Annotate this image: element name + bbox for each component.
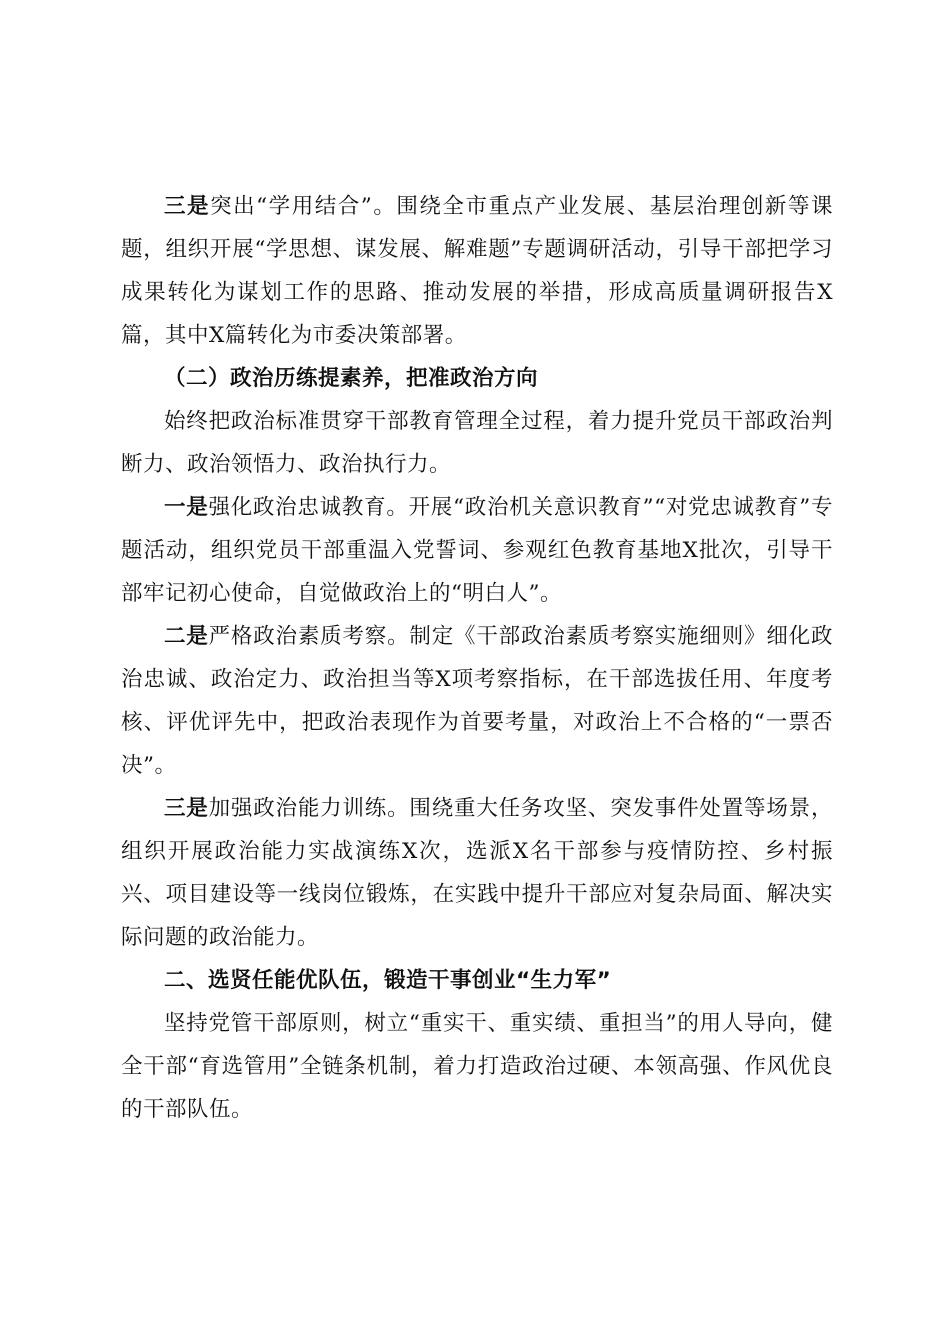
paragraph-lead: 一是 [164,495,209,520]
paragraph-lead: 二是 [164,624,209,649]
paragraph-ability-training [121,787,833,959]
paragraph-quality-inspection [121,615,833,787]
paragraph-political-intro [121,400,833,486]
paragraph-lead: 三是 [164,194,211,219]
paragraph-text: 坚持党管干部原则，树立“重实干、重实绩、重担当”的用人导向，健全干部“育选管用”全链条机制，着力打造政治过硬、本领高强、作风优良的干部队伍。 [121,1011,833,1122]
paragraph-study-application [121,185,833,357]
section-heading-political-training: （二）政治历练提素养，把准政治方向 [164,366,539,391]
paragraph-loyalty-education [121,486,833,615]
paragraph-cadre-principle [121,1002,833,1131]
document-page [121,185,833,1131]
paragraph-text: 始终把政治标准贯穿干部教育管理全过程，着力提升党员干部政治判断力、政治领悟力、政治执行力。 [121,409,833,477]
paragraph-text: 加强政治能力训练。围绕重大任务攻坚、突发事件处置等场景，组织开展政治能力实战演练X次，选派X名干部参与疫情防控、乡村振兴、项目建设等一线岗位锻炼，在实践中提升干部应对复杂局面、解决实际问题的政治能力。 [121,796,833,950]
section-heading-talent-selection: 二、选贤任能优队伍，锻造干事创业“生力军” [164,968,612,993]
paragraph-text: 严格政治素质考察。制定《干部政治素质考察实施细则》细化政治忠诚、政治定力、政治担当等X项考察指标，在干部选拔任用、年度考核、评优评先中，把政治表现作为首要考量，对政治上不合格的“一票否决”。 [121,624,833,778]
paragraph-lead: 三是 [164,796,209,821]
paragraph-text: 强化政治忠诚教育。开展“政治机关意识教育”“对党忠诚教育”专题活动，组织党员干部重温入党誓词、参观红色教育基地X批次，引导干部牢记初心使命，自觉做政治上的“明白人”。 [121,495,833,606]
paragraph-text: 突出“学用结合”。围绕全市重点产业发展、基层治理创新等课题，组织开展“学思想、谋发展、解难题”专题调研活动，引导干部把学习成果转化为谋划工作的思路、推动发展的举措，形成高质量调研报告X篇，其中X篇转化为市委决策部署。 [121,194,833,348]
